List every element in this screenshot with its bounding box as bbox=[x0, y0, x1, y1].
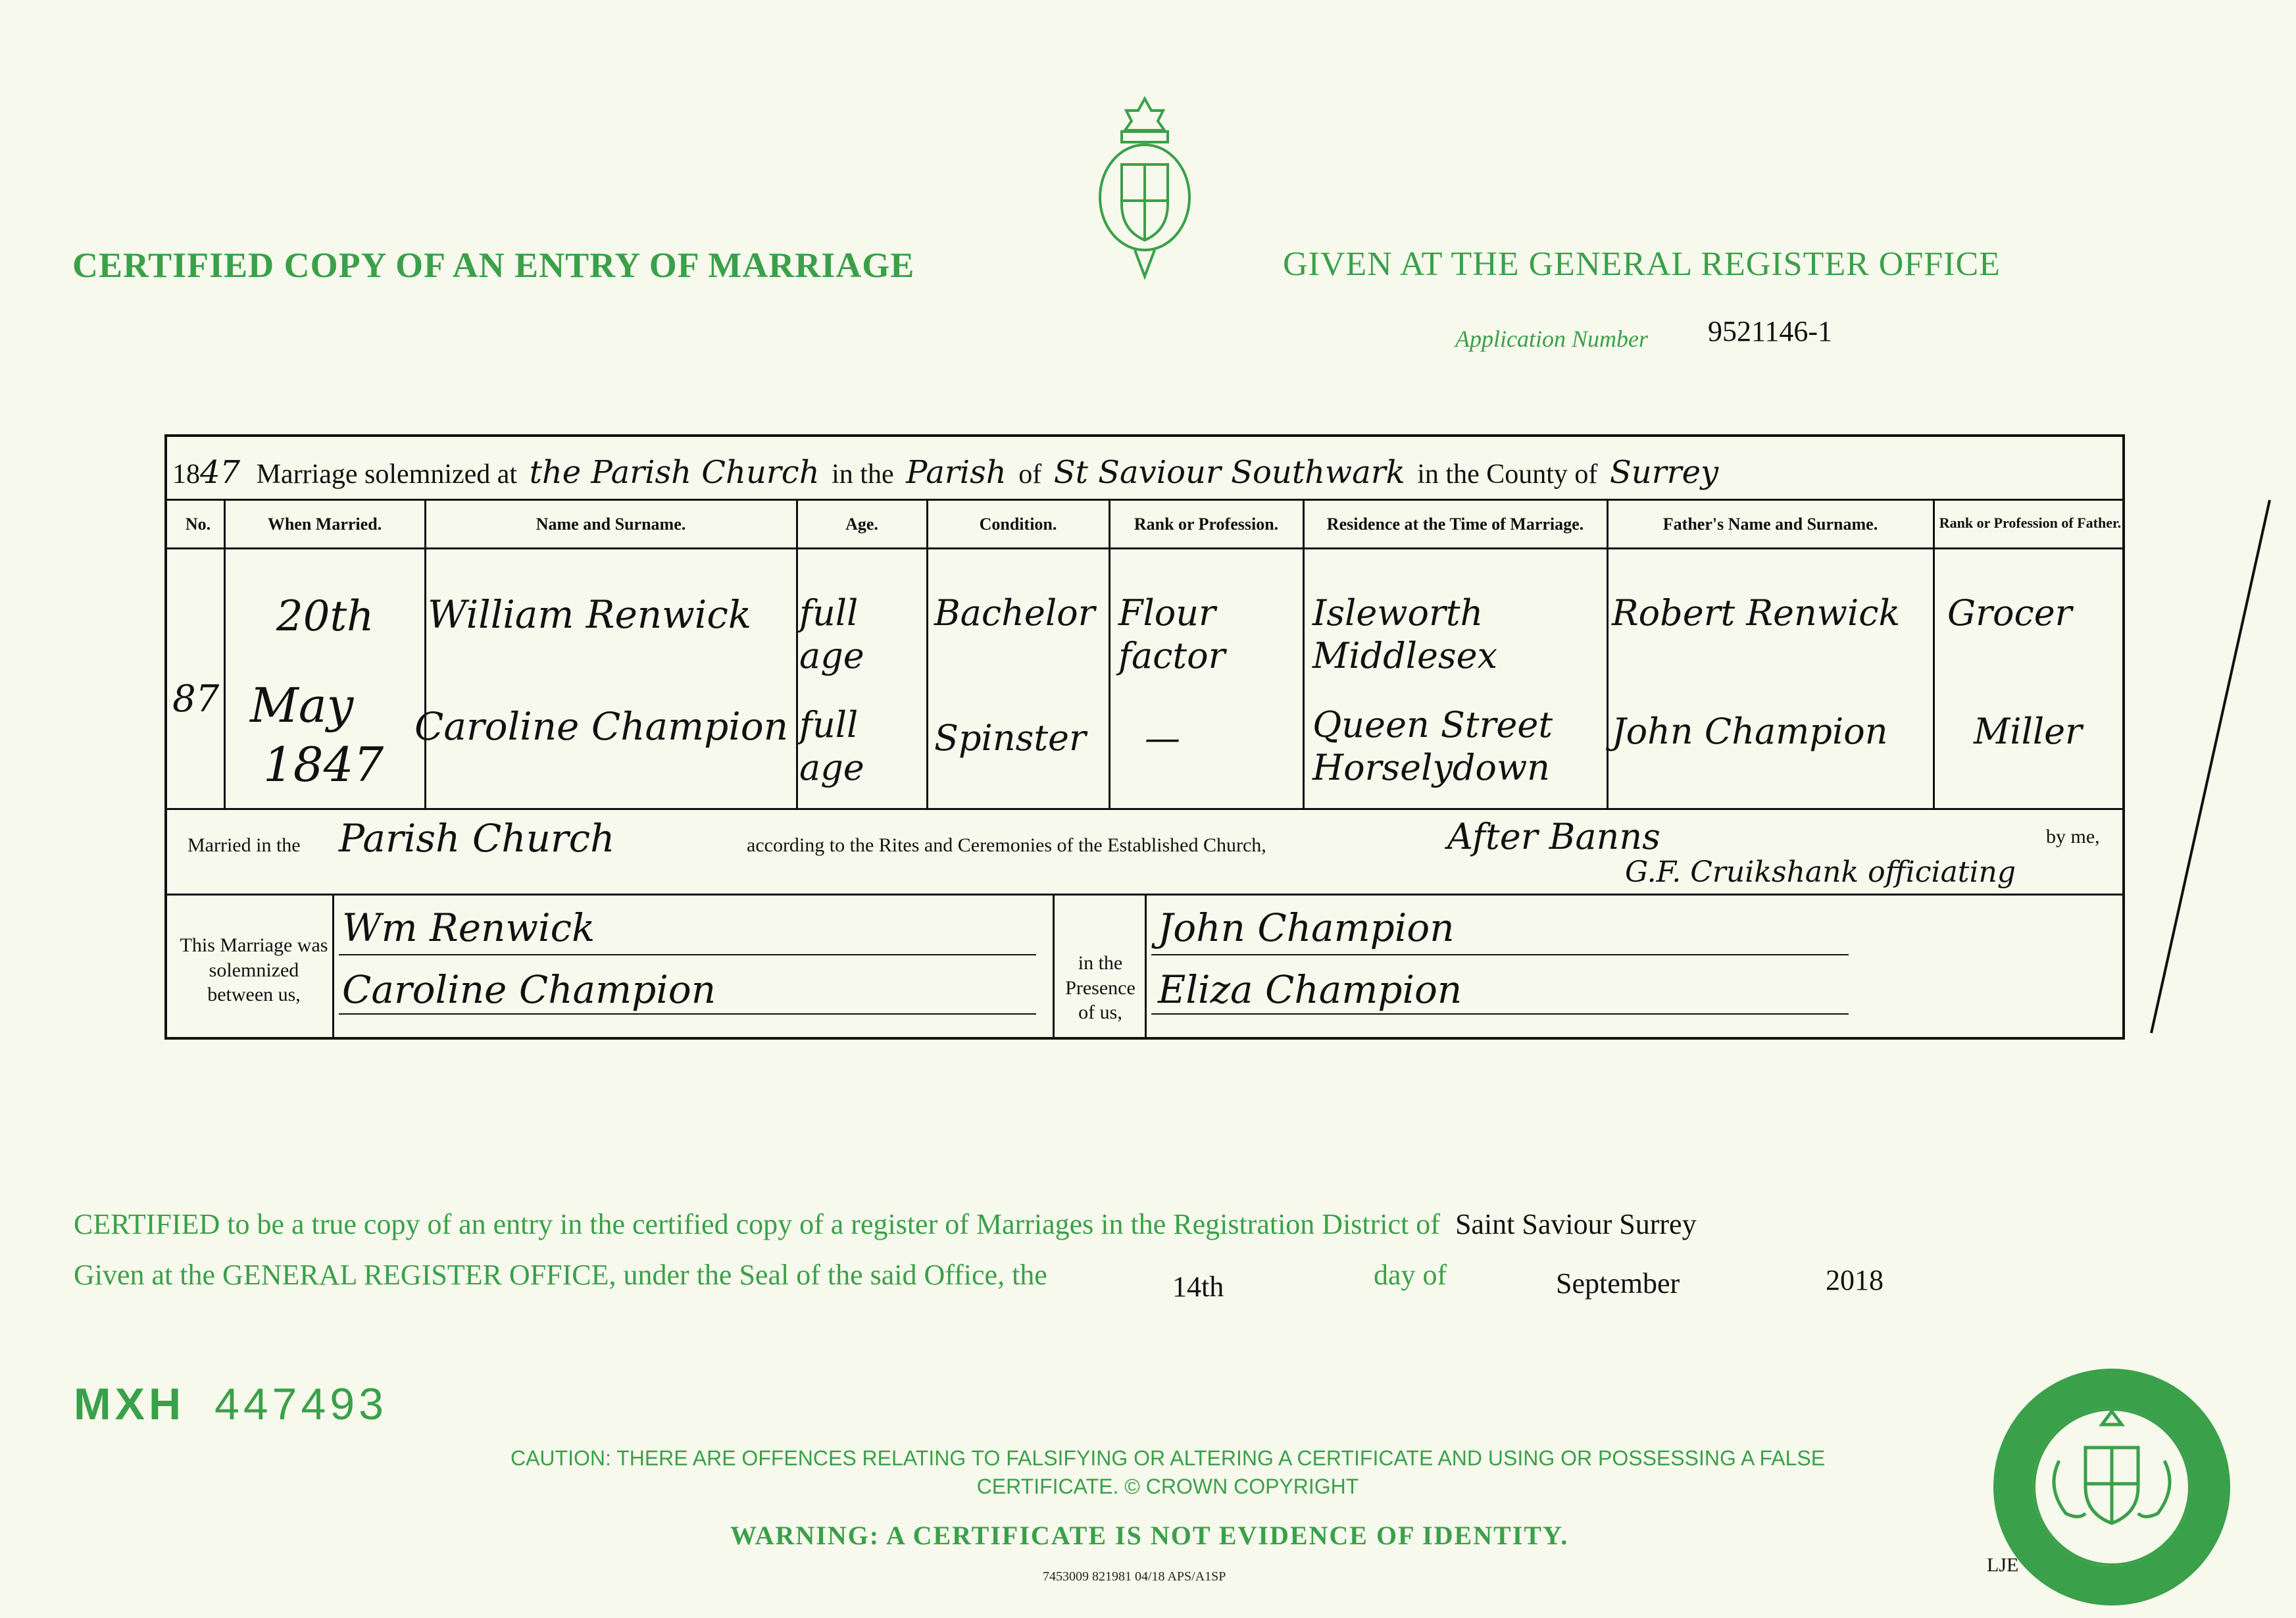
groom-rank: Flour factor bbox=[1118, 592, 1226, 676]
groom-condition: Bachelor bbox=[934, 592, 1095, 634]
royal-crest-icon bbox=[1092, 92, 1197, 290]
serial-number: 447493 bbox=[214, 1379, 387, 1429]
general-register-office-seal-icon bbox=[1987, 1362, 2237, 1612]
certification-line-1 bbox=[74, 1207, 1697, 1241]
certificate-title: CERTIFIED COPY OF AN ENTRY OF MARRIAGE bbox=[72, 245, 915, 285]
col-age: Age. bbox=[845, 515, 878, 534]
bride-residence: Queen Street Horselydown bbox=[1312, 704, 1553, 788]
parish-name-handwritten: St Saviour Southwark bbox=[1053, 454, 1405, 491]
witness-2-signature: Eliza Champion bbox=[1158, 967, 1462, 1012]
date-day: 20th bbox=[276, 592, 374, 641]
col-father-rank: Rank or Profession of Father. bbox=[1939, 515, 2122, 531]
married-in-label: Married in the bbox=[187, 834, 301, 856]
col-residence: Residence at the Time of Marriage. bbox=[1326, 515, 1584, 534]
entry-heading-line bbox=[172, 454, 1718, 491]
col-name: Name and Surname. bbox=[536, 515, 686, 534]
by-me-label: by me, bbox=[2046, 826, 2100, 847]
bride-father: John Champion bbox=[1612, 711, 1888, 752]
bride-father-rank: Miller bbox=[1974, 711, 2082, 752]
form-code: 7453009 821981 04/18 APS/A1SP bbox=[1043, 1569, 1226, 1584]
bride-age: full age bbox=[799, 704, 864, 788]
groom-father-rank: Grocer bbox=[1947, 592, 2072, 634]
officiant-signature: G.F. Cruikshank officiating bbox=[1625, 855, 2016, 889]
col-condition: Condition. bbox=[979, 515, 1057, 534]
groom-age: full age bbox=[799, 592, 864, 676]
of-label: of bbox=[1018, 459, 1042, 490]
col-rank: Rank or Profession. bbox=[1134, 515, 1279, 534]
certificate-serial bbox=[74, 1378, 387, 1430]
parish-handwritten: Parish bbox=[906, 454, 1007, 491]
entry-number: 87 bbox=[172, 678, 220, 721]
date-month: May bbox=[250, 678, 354, 733]
certification-text-1: CERTIFIED to be a true copy of an entry in the certified copy of a register of Marriages in the Registration District of bbox=[74, 1208, 1440, 1240]
married-in-place: Parish Church bbox=[339, 816, 615, 861]
year-handwritten: 47 bbox=[200, 454, 241, 491]
place-handwritten: the Parish Church bbox=[529, 454, 820, 491]
registration-district: Saint Saviour Surrey bbox=[1455, 1208, 1697, 1240]
application-number: 9521146-1 bbox=[1708, 315, 1833, 347]
certification-line-2: Given at the GENERAL REGISTER OFFICE, under the Seal of the said Office, the bbox=[74, 1259, 1047, 1291]
caution-notice: CAUTION: THERE ARE OFFENCES RELATING TO FALSIFYING OR ALTERING A CERTIFICATE AND USING OR POSSESSING A FALSE CERTIFICATE. © CROWN COPYRIGHT bbox=[510, 1446, 1826, 1499]
col-father: Father's Name and Surname. bbox=[1662, 515, 1878, 534]
application-number-label: Application Number bbox=[1455, 326, 1648, 352]
by-banns: After Banns bbox=[1447, 816, 1660, 857]
issue-year: 2018 bbox=[1826, 1264, 1884, 1296]
in-the-label: in the bbox=[832, 459, 894, 490]
closing-diagonal-line bbox=[2145, 487, 2276, 1040]
col-no: No. bbox=[185, 515, 211, 534]
identity-warning: WARNING: A CERTIFICATE IS NOT EVIDENCE OF IDENTITY. bbox=[730, 1521, 1569, 1550]
groom-residence: Isleworth Middlesex bbox=[1312, 592, 1498, 676]
bride-signature: Caroline Champion bbox=[342, 967, 716, 1012]
solemnized-label: Marriage solemnized at bbox=[256, 459, 518, 490]
year-prefix: 18 bbox=[172, 459, 200, 490]
groom-signature: Wm Renwick bbox=[342, 905, 595, 950]
date-year: 1847 bbox=[263, 737, 384, 792]
presence-label: in the Presence of us, bbox=[1065, 952, 1136, 1023]
county-label: in the County of bbox=[1417, 459, 1598, 490]
day-of-label: day of bbox=[1374, 1259, 1447, 1291]
groom-father: Robert Renwick bbox=[1612, 592, 1901, 634]
witness-1-signature: John Champion bbox=[1158, 905, 1455, 950]
bride-rank: — bbox=[1145, 717, 1180, 759]
issuer-initials: LJE bbox=[1987, 1554, 2019, 1576]
column-headers bbox=[172, 504, 2133, 544]
issuing-office-title: GIVEN AT THE GENERAL REGISTER OFFICE bbox=[1283, 245, 2001, 283]
groom-name: William Renwick bbox=[428, 592, 751, 637]
solemnized-between-label: This Marriage was solemnized between us, bbox=[180, 934, 328, 1005]
bride-name: Caroline Champion bbox=[414, 704, 789, 749]
bride-condition: Spinster bbox=[934, 717, 1086, 759]
county-handwritten: Surrey bbox=[1609, 454, 1719, 491]
issue-month: September bbox=[1556, 1267, 1680, 1300]
issue-day: 14th bbox=[1172, 1271, 1224, 1303]
rites-label: according to the Rites and Ceremonies of the Established Church, bbox=[747, 834, 1266, 856]
col-when-married: When Married. bbox=[267, 515, 382, 534]
serial-prefix: MXH bbox=[74, 1379, 186, 1429]
